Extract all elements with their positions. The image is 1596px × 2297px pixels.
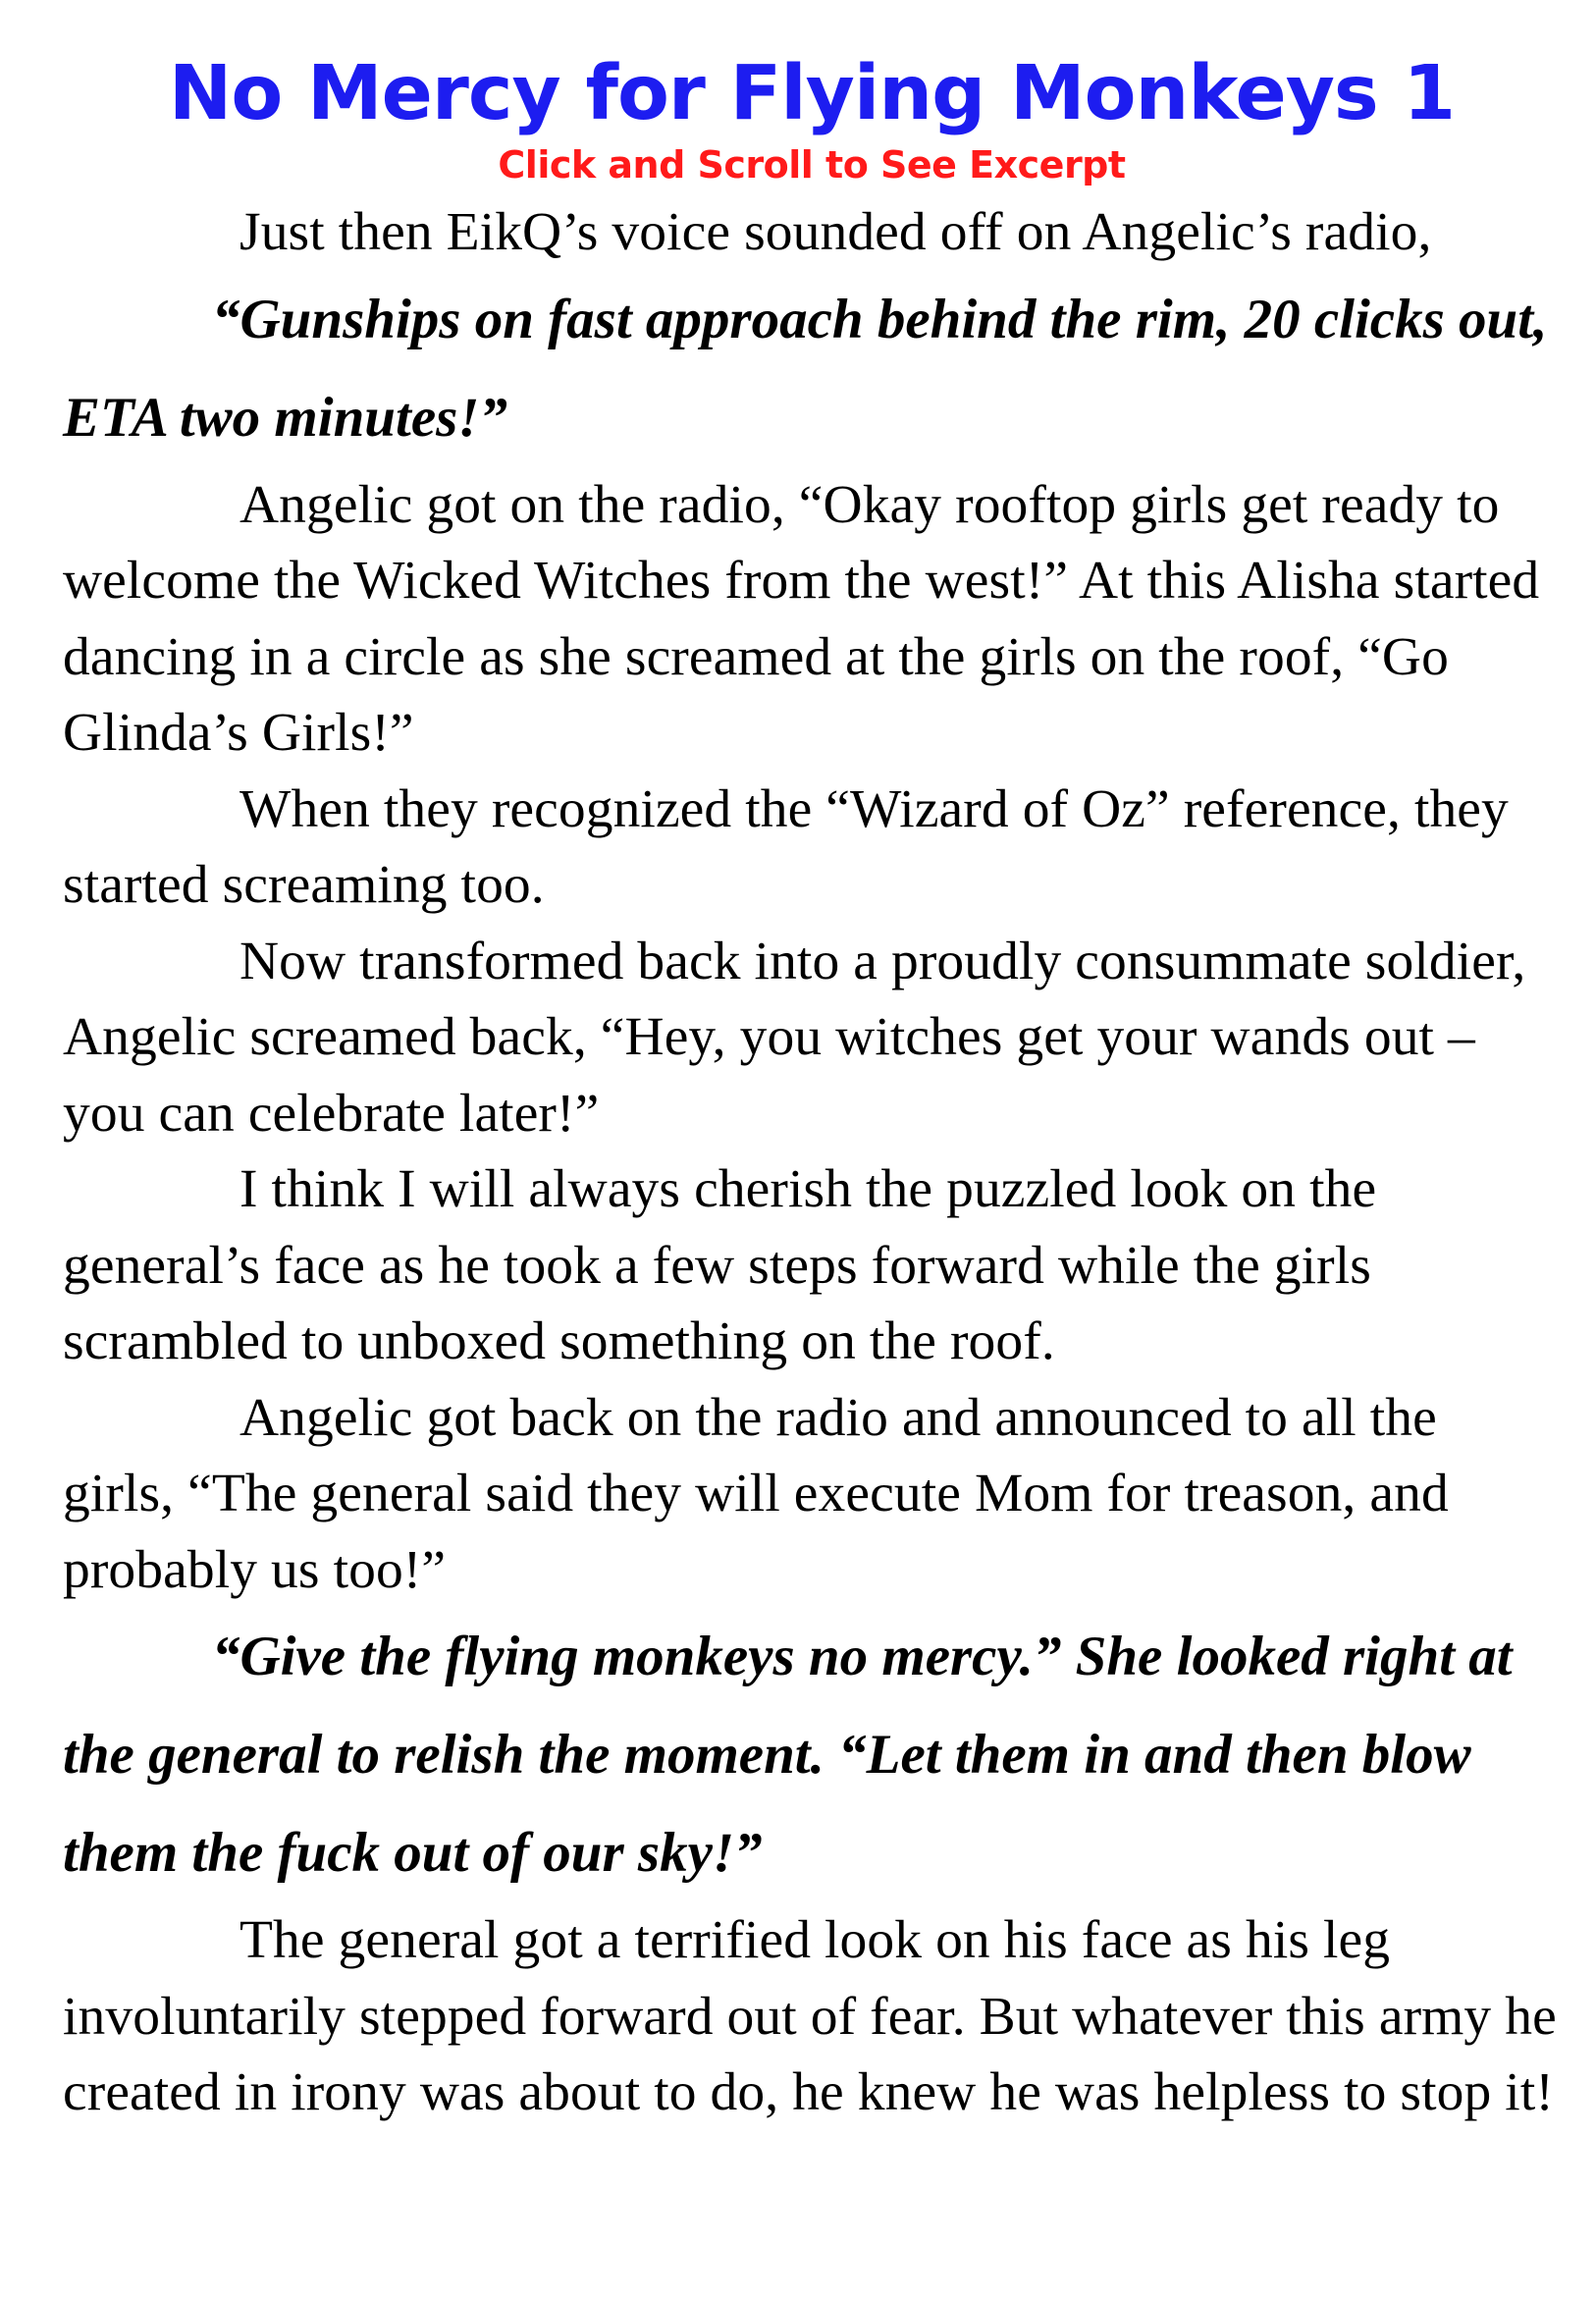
- excerpt-paragraph: Now transformed back into a proudly consummate soldier, Angelic screamed back, “Hey, you witches get your wands out – you can celebrate later!”: [63, 931, 1526, 1144]
- excerpt-paragraph: When they recognized the “Wizard of Oz” reference, they started screaming too.: [63, 778, 1509, 915]
- excerpt-paragraph: Angelic got back on the radio and announced to all the girls, “The general said they will execute Mom for treason, and probably us too!”: [63, 1387, 1449, 1600]
- page-title: No Mercy for Flying Monkeys 1: [168, 50, 1456, 137]
- excerpt-paragraph: The general got a terrified look on his face as his leg involuntarily stepped forward out of fear. But whatever this army he created in irony was about to do, he knew he was helpless to stop it!: [63, 1910, 1557, 2122]
- excerpt-command-quote: “Give the flying monkeys no mercy.” She looked right at the general to relish the moment. “Let them in and then blow them the fuck out of our sky!”: [63, 1626, 1513, 1884]
- excerpt-paragraph: Just then EikQ’s voice sounded off on Angelic’s radio,: [239, 202, 1432, 262]
- excerpt-body: [63, 194, 1561, 2131]
- see-excerpt-link[interactable]: Click and Scroll to See Excerpt: [498, 143, 1126, 187]
- excerpt-paragraph: Angelic got on the radio, “Okay rooftop girls get ready to welcome the Wicked Witches from the west!” At this Alisha started dancing in a circle as she screamed at the girls on the roof, “Go Glinda’s Girls!”: [63, 474, 1540, 763]
- excerpt-radio-quote: “Gunships on fast approach behind the rim, 20 clicks out, ETA two minutes!”: [63, 288, 1548, 449]
- excerpt-paragraph: I think I will always cherish the puzzled look on the general’s face as he took a few steps forward while the girls scrambled to unboxed something on the roof.: [63, 1159, 1377, 1371]
